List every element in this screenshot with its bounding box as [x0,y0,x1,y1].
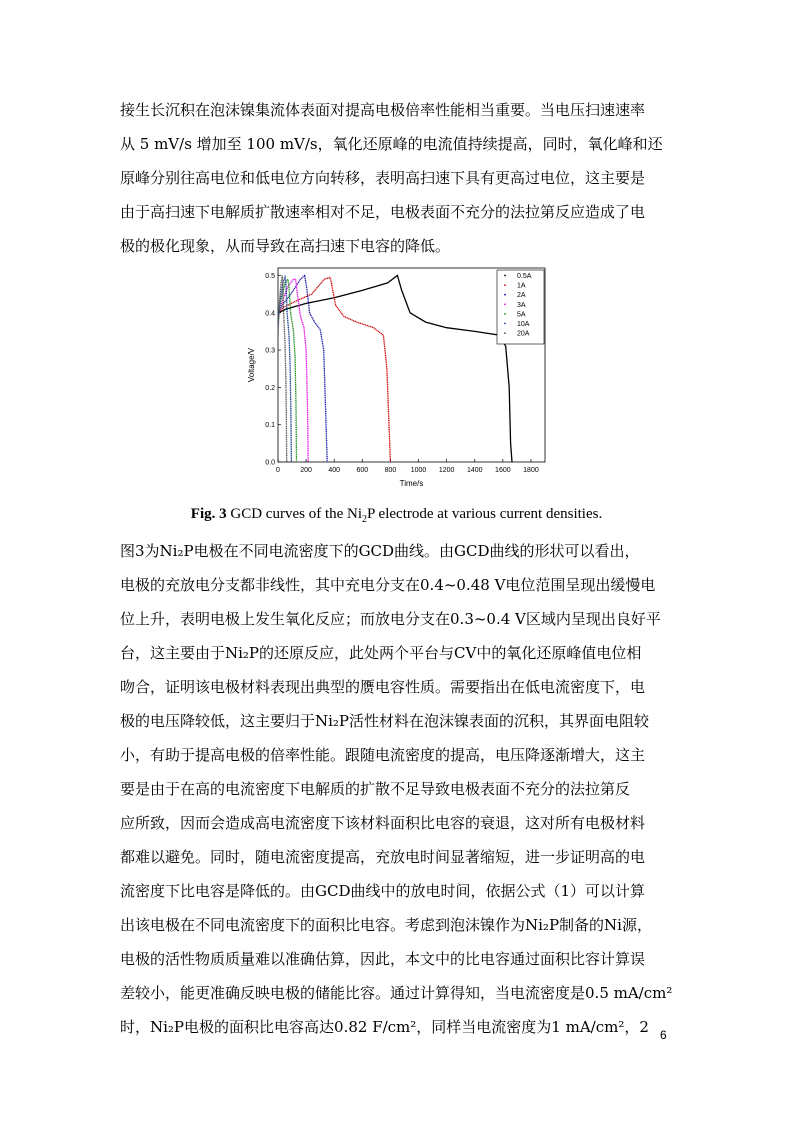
para1-line: 从 5 mV/s 增加至 100 mV/s，氧化还原峰的电流值持续提高，同时，氧化峰和还 [120,135,663,153]
para1-line: 由于高扫速下电解质扩散速率相对不足，电极表面不充分的法拉第反应造成了电 [120,203,646,221]
legend-marker [504,332,506,334]
legend-marker [504,275,506,277]
y-tick-label: 0.1 [265,422,275,430]
series-line-20A [278,276,287,463]
para2-line: 流密度下比电容是降低的。由GCD曲线中的放电时间，依据公式（1）可以计算 [120,882,646,900]
x-tick-label: 400 [328,467,341,474]
para2-line: 都难以避免。同时，随电流密度提高，充放电时间显著缩短，进一步证明高的电 [120,848,646,866]
para2-line: 电极的活性物质质量难以准确估算，因此，本文中的比电容通过面积比容计算误 [120,950,646,968]
legend-label: 0.5A [517,273,532,280]
legend-marker [504,294,506,296]
x-tick-label: 1400 [466,467,483,474]
legend-label: 20A [517,330,530,338]
y-tick-label: 0.0 [265,459,275,467]
legend-marker [504,284,506,286]
para2-line: 台，这主要由于Ni₂P的还原反应，此处两个平台与CV中的氧化还原峰值电位相 [120,644,642,662]
para2-line: 吻合，证明该电极材料表现出典型的赝电容性质。需要指出在低电流密度下，电 [120,678,646,696]
gcd-figure [240,262,550,497]
legend-marker [504,323,506,325]
page-number: 6 [660,1028,667,1042]
y-tick-label: 0.3 [265,347,275,355]
para2-line: 出该电极在不同电流密度下的面积比电容。考虑到泡沫镍作为Ni₂P制备的Ni源， [120,916,652,934]
legend-label: 10A [517,321,530,328]
legend-marker [504,303,506,305]
x-tick-label: 1800 [523,467,539,474]
para2-line: 极的电压降较低，这主要归于Ni₂P活性材料在泡沫镍表面的沉积，其界面电阻较 [120,712,650,730]
y-axis-label: Voltage/V [247,347,256,383]
para2-line: 位上升，表明电极上发生氧化反应；而放电分支在0.3~0.4 V区域内呈现出良好平 [120,610,661,628]
y-tick-label: 0.2 [265,384,275,392]
caption-text-before: GCD curves of the Ni [226,506,363,522]
paragraph-2 [120,534,680,1044]
x-tick-label: 800 [384,467,397,474]
caption-subscript: 2 [362,514,368,525]
x-tick-label: 600 [356,467,369,474]
x-axis-label: Time/s [399,479,424,488]
para1-line: 原峰分别往高电位和低电位方向转移，表明高扫速下具有更高过电位，这主要是 [120,169,646,187]
para2-line: 图3为Ni₂P电极在不同电流密度下的GCD曲线。由GCD曲线的形状可以看出， [120,542,640,560]
x-tick-label: 1200 [438,467,455,474]
para2-line: 时，Ni₂P电极的面积比电容高达0.82 F/cm²，同样当电流密度为1 mA/cm²，2 [120,1018,649,1036]
gcd-chart [240,262,550,497]
figure-caption [0,506,793,525]
series-line-10A [278,277,291,462]
para1-line: 极的极化现象，从而导致在高扫速下电容的降低。 [120,237,451,255]
para1-line: 接生长沉积在泡沫镍集流体表面对提高电极倍率性能相当重要。当电压扫速速率 [120,101,646,119]
legend-label: 5A [517,311,526,319]
para2-line: 应所致，因而会造成高电流密度下该材料面积比电容的衰退，这对所有电极材料 [120,814,646,832]
paragraph-1 [120,93,680,263]
x-tick-label: 1600 [495,467,511,474]
x-tick-label: 0 [276,467,280,474]
para2-line: 小，有助于提高电极的倍率性能。跟随电流密度的提高，电压降逐渐增大，这主 [120,746,646,764]
x-tick-label: 200 [300,467,312,474]
para2-line: 电极的充放电分支都非线性，其中充电分支在0.4~0.48 V电位范围呈现出缓慢电 [120,576,656,594]
para2-line: 要是由于在高的电流密度下电解质的扩散不足导致电极表面不充分的法拉第反 [120,780,631,798]
legend-label: 1A [517,282,526,290]
y-tick-label: 0.5 [265,272,275,280]
legend-label: 3A [517,301,526,309]
caption-text-after: P electrode at various current densities. [367,506,603,522]
caption-label: Fig. 3 [190,506,227,522]
y-tick-label: 0.4 [265,310,275,318]
legend-label: 2A [517,292,526,300]
para2-line: 差较小，能更准确反映电极的储能比容。通过计算得知，当电流密度是0.5 mA/cm² [120,984,673,1002]
x-tick-label: 1000 [410,467,427,474]
legend-marker [504,313,506,315]
series-line-0.5A [278,276,512,463]
